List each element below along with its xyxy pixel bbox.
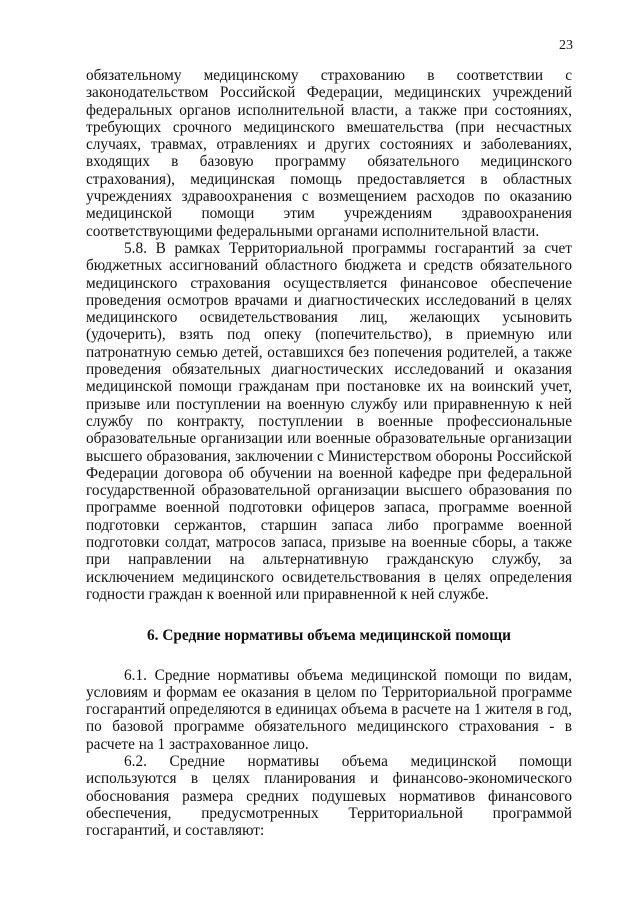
paragraph-continuation: обязательному медицинскому страхованию в соответствии с законодательством Российской Федерации, медицинских учреждений федеральных органов исполнительной власти, а также при состояниях, требующих срочного медицинского вмешательства (при несчастных случаях, травмах, отравлениях и других состояниях и заболеваниях, входящих в базовую программу обязательного медицинского страхования), медицинская помощь предоставляется в областных учреждениях здравоохранения с возмещением расходов по оказанию медицинской помощи этим учреждениям здравоохранения соответствующими федеральными органами исполнительной власти. [86,67,572,240]
paragraph-5-8: 5.8. В рамках Территориальной программы госгарантий за счет бюджетных ассигнований областного бюджета и средств обязательного медицинского страхования осуществляется финансовое обеспечение проведения осмотров врачами и диагностических исследований в целях медицинского освидетельствования лиц, желающих усыновить (удочерить), взять под опеку (попечительство), в приемную или патронатную семью детей, оставшихся без попечения родителей, а также проведения обязательных диагностических исследований и оказания медицинской помощи гражданам при постановке их на воинский учет, призыве или поступлении на военную службу или приравненную к ней службу по контракту, поступлении в военные профессиональные образовательные организации или военные образовательные организации высшего образования, заключении с Министерством обороны Российской Федерации договора об обучении на военной кафедре при федеральной государственной образовательной организации высшего образования по программе военной подготовки офицеров запаса, программе военной подготовки сержантов, старшин запаса либо программе военной подготовки солдат, матросов запаса, призыве на военные сборы, а также при направлении на альтернативную гражданскую службу, за исключением медицинского освидетельствования в целях определения годности граждан к военной или приравненной к ней службе. [86,239,572,603]
section-heading: 6. Средние нормативы объема медицинской помощи [147,627,511,645]
page-number: 23 [559,38,573,53]
paragraph-6-1: 6.1. Средние нормативы объема медицинской помощи по видам, условиям и формам ее оказания в целом по Территориальной программе госгарантий определяются в единицах объема в расчете на 1 жителя в год, по базовой программе обязательного медицинского страхования - в расчете на 1 застрахованное лицо. [86,666,572,753]
paragraph-6-2: 6.2. Средние нормативы объема медицинской помощи используются в целях планирования и финансово-экономического обоснования размера средних подушевых нормативов финансового обеспечения, предусмотренных Территориальной программой госгарантий, и составляют: [86,752,572,840]
document-body [86,67,572,839]
